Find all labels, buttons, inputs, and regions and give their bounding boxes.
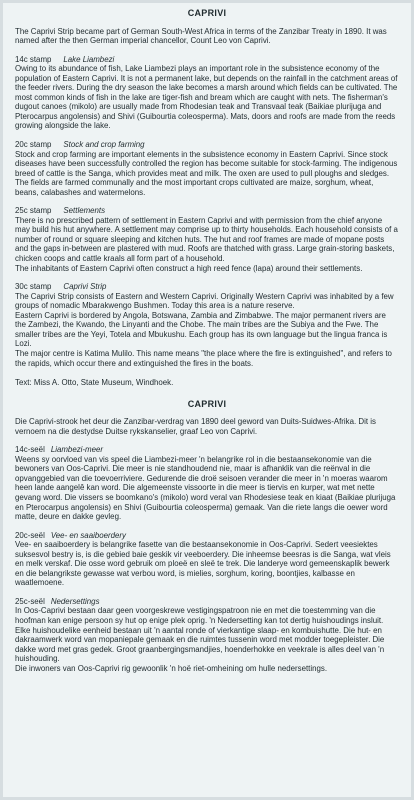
section-paragraph: Stock and crop farming are important elements in the subsistence economy in Eastern Caprivi. Since stock diseases have been successfully controlled the region has become suitable for stock-farming. The indigenous breed of cattle is the Sanga, which provides meat and milk. The oxen are used to pull ploughs and sledges. The fields are farmed communally and the most important crops cultivated are maize, sorghum, wheat, beans, calabashes and watermelons. <box>15 149 398 197</box>
stamp-heading <box>15 206 399 216</box>
english-sections <box>15 55 399 368</box>
stamp-title: Stock and crop farming <box>63 140 145 150</box>
section-paragraph: The inhabitants of Eastern Caprivi often construct a high reed fence (lapa) around their settlements. <box>15 263 363 273</box>
afrikaans-intro: Die Caprivi-strook het deur die Zanzibar-verdrag van 1890 deel geword van Duits-Suidwes-Afrika. Dit is vernoem na die destydse Duitse rykskanselier, graaf Leo von Caprivi. <box>15 417 376 436</box>
stamp-title: Settlements <box>63 206 106 216</box>
stamp-section <box>15 445 399 521</box>
stamp-value: 20c stamp <box>15 140 52 150</box>
english-intro: The Caprivi Strip became part of German South-West Africa in terms of the Zanzibar Treaty in 1890. It was named after the then German imperial chancellor, Count Leo von Caprivi. <box>15 26 387 46</box>
afrikaans-sections <box>15 445 399 673</box>
stamp-value: 30c stamp <box>15 282 52 292</box>
stamp-heading <box>15 531 399 541</box>
section-paragraph: Eastern Caprivi is bordered by Angola, Botswana, Zambia and Zimbabwe. The major permanent rivers are the Zambezi, the Kwando, the Linyanti and the Chobe. The main tribes are the Subiya and the Fwe. The smaller tribes are the Yeyi, Totela and Mbukushu. Each group has its own language but the lingua franca is Lozi. <box>15 310 388 349</box>
section-paragraph: Vee- en saaiboerdery is belangrike fasette van die bestaansekonomie in Oos-Caprivi. Sedert veesiektes suksesvol bestry is, is die gebied baie geskik vir veeboerdery. Die inheemse beesras is die Sanga, wat vleis en melk verskaf. Die osse word gebruik om ploeë en sleë te trek. Die landerye word gemeenskaplik bewerk en die belangrikste gewasse wat verbou word, is mielies, sorghum, koring, boontjies, kalbasse en waatlemoene. <box>15 540 391 588</box>
stamp-title: Lake Liambezi <box>63 54 115 64</box>
section-paragraph: The Caprivi Strip consists of Eastern and Western Caprivi. Originally Western Caprivi was inhabited by a few groups of nomadic Mbarakwengo Bushmen. Today this area is a nature reserve. <box>15 291 394 311</box>
stamp-value: 25c-seël <box>15 596 45 606</box>
section-paragraph: Weens sy oorvloed van vis speel die Liambezi-meer 'n belangrike rol in die bestaansekonomie van die bewoners van Oos-Caprivi. Die meer is nie standhoudend nie, maar is afhanklik van die reënval in die opvanggebied van die toevoerriviere. Gedurende die droë seisoen verander die meer in 'n moeras waarom heen lande aangelê kan word. Die algemeenste vissoorte in die meer is tiervis en kurper, wat met nette gevang word. Die vissers se boomkano's (mikolo) word veral van Rhodesiese teak en kiaat (Baikiae plurijuga en Pterocarpus angolensis) en Shivi (Guibourtia coleosperma) gemaak. Van die riete langs die oewer word matte, deure en dakke gevleg. <box>15 454 396 522</box>
stamp-value: 25c stamp <box>15 206 52 216</box>
stamp-value: 20c-seël <box>15 530 45 540</box>
afrikaans-heading: CAPRIVI <box>187 398 227 409</box>
section-paragraph: Die inwoners van Oos-Caprivi rig gewoonlik 'n hoë riet-omheining om hulle nedersettings. <box>15 663 328 673</box>
stamp-heading <box>15 55 399 65</box>
section-paragraph: There is no prescribed pattern of settlement in Eastern Caprivi and with permission from the chief anyone may build his hut anywhere. A settlement may comprise up to thirty households. Each household consists of a number of round or square sleeping and kitchen huts. The hut and roof frames are made of mopane posts and the gaps in-between are plastered with mud. Roofs are thatched with grass. Large grain-storing baskets, chicken coops and cattle kraals all form part of a household. <box>15 215 398 264</box>
english-heading: CAPRIVI <box>187 8 227 18</box>
stamp-title: Liambezi-meer <box>50 445 104 455</box>
stamp-value: 14c-seël <box>15 445 45 455</box>
stamp-heading <box>15 597 399 607</box>
stamp-section <box>15 282 399 368</box>
stamp-section <box>15 55 399 131</box>
stamp-value: 14c stamp <box>15 54 52 64</box>
stamp-heading <box>15 140 399 150</box>
stamp-heading <box>15 282 399 292</box>
section-paragraph: The major centre is Katima Mulilo. This name means "the place where the fire is extinguished", and refers to the rapids, which occur there and extinguished the fires in the boats. <box>15 348 392 368</box>
stamp-section <box>15 531 399 588</box>
stamp-section <box>15 206 399 273</box>
stamp-section <box>15 597 399 673</box>
section-paragraph: In Oos-Caprivi bestaan daar geen voorgeskrewe vestigingspatroon nie en met die toestemming van die hoofman kan enige persoon sy hut op enige plek oprig. 'n Nedersetting kan tot dertig huishoudings insluit. Elke huishoudelike eenheid bestaan uit 'n aantal ronde of vierkantige slaap- en kombuishutte. Die hut- en dakraamwerk word van mopaniepale gemaak en die ruimtes tussenin word met modder toegepleister. Die dakke word met gras gedek. Groot graanbergingsmandjies, hoenderhokke en veekrale is alles deel van 'n huishouding. <box>15 606 385 664</box>
stamp-title: Nedersettings <box>50 596 100 606</box>
stamp-title: Vee- en saaiboerdery <box>50 530 126 540</box>
stamp-heading <box>15 445 399 455</box>
section-paragraph: Owing to its abundance of fish, Lake Liambezi plays an important role in the subsistence economy of the population of Eastern Caprivi. It is not a permanent lake, but depends on the rainfall in the catchment areas of the feeder rivers. During the dry season the lake becomes a marsh around which fields can be cultivated. The most common kinds of fish in the lake are tiger-fish and bream which are caught with nets. The fisherman's dugout canoes (mikolo) are usually made from Rhodesian teak and Transvaal teak (Baikiae plurijuga and Pterocarpus angolensis) and Shivi (Guibourtia coleosperma). Mats, doors and roofs are made from the reeds growing alongside the lake. <box>15 64 398 131</box>
stamp-section <box>15 140 399 197</box>
stamp-title: Caprivi Strip <box>63 282 107 292</box>
text-credit: Text: Miss A. Otto, State Museum, Windhoek. <box>15 378 174 388</box>
